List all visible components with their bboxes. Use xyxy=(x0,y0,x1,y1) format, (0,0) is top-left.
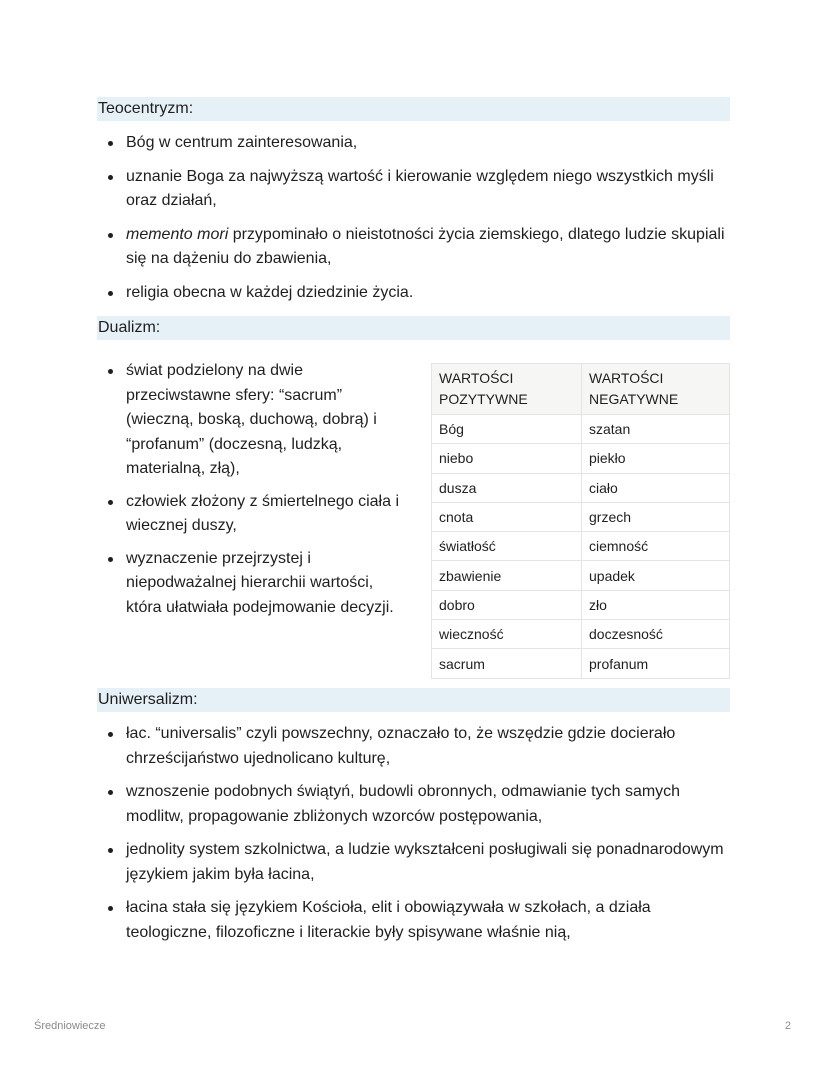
table-row xyxy=(432,415,730,444)
table-cell: upadek xyxy=(582,561,730,590)
column-header-negative: WARTOŚCI NEGATYWNE xyxy=(582,364,730,415)
dualizm-list xyxy=(97,359,407,629)
table-cell: profanum xyxy=(582,649,730,678)
table-cell: niebo xyxy=(432,444,582,473)
list-item-text: człowiek złożony z śmiertelnego ciała i wiecznej duszy, xyxy=(126,492,399,534)
list-item-italic-text: memento mori xyxy=(126,225,229,243)
table-cell: szatan xyxy=(582,415,730,444)
list-item xyxy=(97,165,737,214)
table-cell: wieczność xyxy=(432,620,582,649)
table-cell: dusza xyxy=(432,473,582,502)
table-cell: dobro xyxy=(432,590,582,619)
list-item-text: świat podzielony na dwie przeciwstawne sfery: “sacrum” (wieczną, boską, duchową, dobrą) i “profanum” (doczesną, ludzką, materialną, złą), xyxy=(126,362,377,477)
values-table xyxy=(431,363,730,679)
table-row xyxy=(432,502,730,531)
list-item xyxy=(97,223,737,272)
list-item-text: łac. “universalis” czyli powszechny, oznaczało to, że wszędzie gdzie docierało chrześcijaństwo ujednolicano kulturę, xyxy=(126,725,676,767)
column-header-positive: WARTOŚCI POZYTYWNE xyxy=(432,364,582,415)
table-cell: doczesność xyxy=(582,620,730,649)
section-heading-dualizm: Dualizm: xyxy=(97,316,730,340)
table-cell: ciało xyxy=(582,473,730,502)
table-row xyxy=(432,532,730,561)
list-item xyxy=(97,838,737,887)
table-row xyxy=(432,561,730,590)
uniwersalizm-list xyxy=(97,722,737,954)
list-item-text: Bóg w centrum zainteresowania, xyxy=(126,134,358,151)
list-item xyxy=(97,131,737,156)
table-cell: Bóg xyxy=(432,415,582,444)
list-item xyxy=(97,547,407,621)
table-row xyxy=(432,649,730,678)
table-row xyxy=(432,444,730,473)
table-cell: zbawienie xyxy=(432,561,582,590)
footer-document-title: Średniowiecze xyxy=(34,1020,106,1032)
teocentryzm-list xyxy=(97,131,737,314)
table-cell: światłość xyxy=(432,532,582,561)
list-item-text: wyznaczenie przejrzystej i niepodważalnej hierarchii wartości, która ułatwiała podejmowanie decyzji. xyxy=(126,549,394,616)
section-heading-teocentryzm: Teocentryzm: xyxy=(97,97,730,121)
table-row xyxy=(432,590,730,619)
list-item xyxy=(97,896,737,945)
list-item-text: jednolity system szkolnictwa, a ludzie wykształceni posługiwali się ponadnarodowym językiem jakim była łacina, xyxy=(126,841,724,883)
list-item xyxy=(97,281,737,306)
list-item-text: łacina stała się językiem Kościoła, elit i obowiązywała w szkołach, a działa teologiczne, filozoficzne i literackie były spisywane właśnie nią, xyxy=(126,899,651,941)
list-item-text: religia obecna w każdej dziedzinie życia. xyxy=(126,283,414,301)
table-cell: piekło xyxy=(582,444,730,473)
table-header-row xyxy=(432,364,730,415)
table-cell: grzech xyxy=(582,502,730,531)
list-item xyxy=(97,722,737,771)
list-item xyxy=(97,490,407,539)
table-cell: sacrum xyxy=(432,649,582,678)
list-item-text: wznoszenie podobnych świątyń, budowli obronnych, odmawianie tych samych modlitw, propagowanie zbliżonych wzorców postępowania, xyxy=(126,783,681,825)
table-cell: zło xyxy=(582,590,730,619)
list-item xyxy=(97,359,407,482)
list-item-text: przypominało o nieistotności życia ziemskiego, dlatego ludzie skupiali się na dążeniu do zbawienia, xyxy=(126,225,725,267)
section-heading-uniwersalizm: Uniwersalizm: xyxy=(97,688,730,712)
table-cell: cnota xyxy=(432,502,582,531)
footer-page-number: 2 xyxy=(784,1020,791,1032)
table-row xyxy=(432,473,730,502)
table-row xyxy=(432,620,730,649)
table-cell: ciemność xyxy=(582,532,730,561)
list-item-text: uznanie Boga za najwyższą wartość i kierowanie względem niego wszystkich myśli oraz działań, xyxy=(126,167,714,209)
list-item xyxy=(97,780,737,829)
